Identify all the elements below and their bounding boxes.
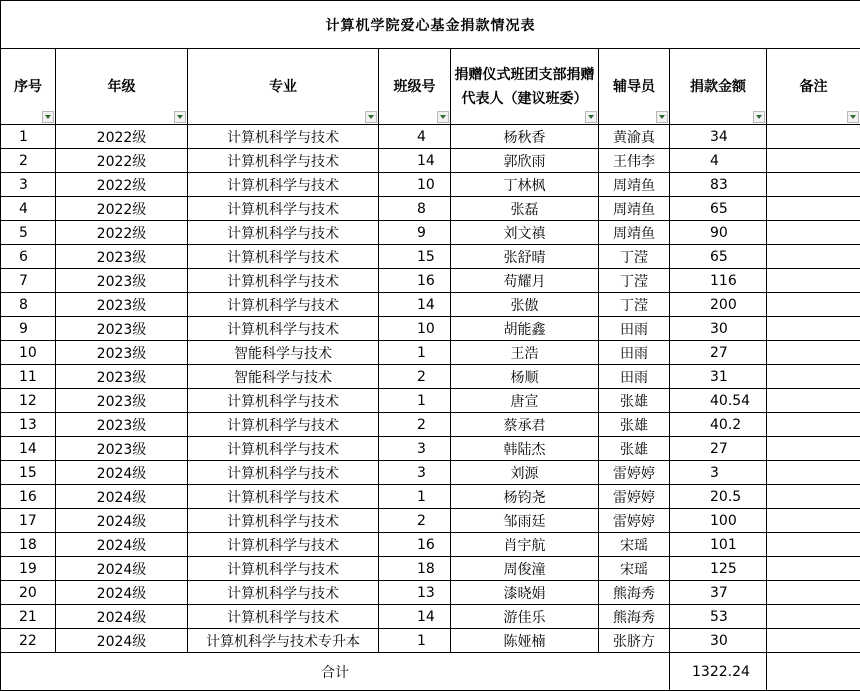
cell-rep[interactable]: 张磊 bbox=[451, 197, 599, 221]
table-row bbox=[1, 437, 860, 461]
cell-counselor[interactable]: 雷婷婷 bbox=[599, 461, 670, 485]
cell-major[interactable]: 计算机科学与技术 bbox=[188, 485, 379, 509]
cell-note[interactable] bbox=[767, 509, 860, 533]
cell-amount[interactable]: 31 bbox=[670, 365, 767, 389]
cell-note[interactable] bbox=[767, 317, 860, 341]
cell-rep[interactable]: 王浩 bbox=[451, 341, 599, 365]
cell-note[interactable] bbox=[767, 533, 860, 557]
cell-rep[interactable]: 陈娅楠 bbox=[451, 629, 599, 653]
cell-major[interactable]: 计算机科学与技术 bbox=[188, 173, 379, 197]
cell-major[interactable]: 计算机科学与技术 bbox=[188, 461, 379, 485]
table-row bbox=[1, 149, 860, 173]
cell-seq[interactable]: 18 bbox=[1, 533, 56, 557]
cell-counselor[interactable]: 张雄 bbox=[599, 437, 670, 461]
header-rep bbox=[451, 49, 599, 125]
cell-grade[interactable]: 2024级 bbox=[56, 629, 188, 653]
cell-seq[interactable]: 7 bbox=[1, 269, 56, 293]
cell-major[interactable]: 计算机科学与技术 bbox=[188, 293, 379, 317]
cell-note[interactable] bbox=[767, 557, 860, 581]
cell-seq[interactable]: 19 bbox=[1, 557, 56, 581]
cell-grade[interactable]: 2023级 bbox=[56, 317, 188, 341]
cell-rep[interactable]: 刘文禛 bbox=[451, 221, 599, 245]
cell-counselor[interactable]: 丁滢 bbox=[599, 293, 670, 317]
cell-note[interactable] bbox=[767, 485, 860, 509]
cell-class-no[interactable]: 10 bbox=[379, 173, 451, 197]
cell-grade[interactable]: 2023级 bbox=[56, 245, 188, 269]
cell-note[interactable] bbox=[767, 269, 860, 293]
header-seq-label: 序号 bbox=[14, 79, 42, 95]
cell-note[interactable] bbox=[767, 221, 860, 245]
cell-grade[interactable]: 2023级 bbox=[56, 269, 188, 293]
table-row bbox=[1, 197, 860, 221]
cell-grade[interactable]: 2023级 bbox=[56, 389, 188, 413]
cell-note[interactable] bbox=[767, 197, 860, 221]
cell-major[interactable]: 智能科学与技术 bbox=[188, 341, 379, 365]
cell-major[interactable]: 计算机科学与技术 bbox=[188, 269, 379, 293]
header-major-label: 专业 bbox=[269, 79, 297, 95]
cell-note[interactable] bbox=[767, 605, 860, 629]
cell-counselor[interactable]: 雷婷婷 bbox=[599, 509, 670, 533]
cell-seq[interactable]: 4 bbox=[1, 197, 56, 221]
cell-counselor[interactable]: 张脐方 bbox=[599, 629, 670, 653]
cell-major[interactable]: 计算机科学与技术 bbox=[188, 509, 379, 533]
cell-note[interactable] bbox=[767, 245, 860, 269]
table-row bbox=[1, 629, 860, 653]
cell-counselor[interactable]: 黄渝真 bbox=[599, 125, 670, 149]
cell-grade[interactable]: 2022级 bbox=[56, 125, 188, 149]
cell-seq[interactable]: 6 bbox=[1, 245, 56, 269]
cell-amount[interactable]: 30 bbox=[670, 317, 767, 341]
cell-counselor[interactable]: 熊海秀 bbox=[599, 605, 670, 629]
filter-dropdown-icon[interactable] bbox=[753, 111, 765, 123]
cell-class-no[interactable]: 4 bbox=[379, 125, 451, 149]
cell-class-no[interactable]: 9 bbox=[379, 221, 451, 245]
cell-note[interactable] bbox=[767, 629, 860, 653]
cell-rep[interactable]: 杨顺 bbox=[451, 365, 599, 389]
cell-major[interactable]: 计算机科学与技术 bbox=[188, 437, 379, 461]
cell-grade[interactable]: 2024级 bbox=[56, 605, 188, 629]
cell-amount[interactable]: 53 bbox=[670, 605, 767, 629]
header-counselor-label: 辅导员 bbox=[613, 79, 655, 95]
cell-grade[interactable]: 2024级 bbox=[56, 461, 188, 485]
table-row bbox=[1, 317, 860, 341]
header-amount bbox=[670, 49, 767, 125]
total-note[interactable] bbox=[767, 653, 860, 691]
cell-note[interactable] bbox=[767, 365, 860, 389]
cell-counselor[interactable]: 宋瑶 bbox=[599, 557, 670, 581]
header-major bbox=[188, 49, 379, 125]
cell-counselor[interactable]: 田雨 bbox=[599, 365, 670, 389]
table-row bbox=[1, 389, 860, 413]
header-seq bbox=[1, 49, 56, 125]
cell-class-no[interactable]: 2 bbox=[379, 509, 451, 533]
cell-grade[interactable]: 2023级 bbox=[56, 293, 188, 317]
cell-grade[interactable]: 2024级 bbox=[56, 533, 188, 557]
cell-major[interactable]: 计算机科学与技术 bbox=[188, 581, 379, 605]
cell-class-no[interactable]: 18 bbox=[379, 557, 451, 581]
cell-grade[interactable]: 2024级 bbox=[56, 557, 188, 581]
cell-class-no[interactable]: 16 bbox=[379, 533, 451, 557]
cell-counselor[interactable]: 丁滢 bbox=[599, 269, 670, 293]
cell-major[interactable]: 计算机科学与技术 bbox=[188, 533, 379, 557]
table-row bbox=[1, 269, 860, 293]
cell-seq[interactable]: 16 bbox=[1, 485, 56, 509]
cell-class-no[interactable]: 14 bbox=[379, 149, 451, 173]
table-row bbox=[1, 413, 860, 437]
cell-seq[interactable]: 20 bbox=[1, 581, 56, 605]
cell-grade[interactable]: 2023级 bbox=[56, 437, 188, 461]
cell-seq[interactable]: 21 bbox=[1, 605, 56, 629]
header-row bbox=[1, 49, 860, 125]
cell-seq[interactable]: 1 bbox=[1, 125, 56, 149]
cell-rep[interactable]: 郭欣雨 bbox=[451, 149, 599, 173]
cell-seq[interactable]: 8 bbox=[1, 293, 56, 317]
filter-dropdown-icon[interactable] bbox=[847, 111, 859, 123]
cell-rep[interactable]: 张傲 bbox=[451, 293, 599, 317]
cell-rep[interactable]: 刘源 bbox=[451, 461, 599, 485]
cell-note[interactable] bbox=[767, 581, 860, 605]
cell-rep[interactable]: 韩陆杰 bbox=[451, 437, 599, 461]
cell-major[interactable]: 计算机科学与技术 bbox=[188, 221, 379, 245]
table-row bbox=[1, 509, 860, 533]
cell-major[interactable]: 计算机科学与技术 bbox=[188, 245, 379, 269]
cell-seq[interactable]: 3 bbox=[1, 173, 56, 197]
header-grade bbox=[56, 49, 188, 125]
cell-class-no[interactable]: 2 bbox=[379, 365, 451, 389]
cell-amount[interactable]: 20.5 bbox=[670, 485, 767, 509]
cell-note[interactable] bbox=[767, 389, 860, 413]
header-rep-label: 捐赠仪式班团支部捐赠代表人（建议班委） bbox=[455, 67, 595, 107]
cell-seq[interactable]: 13 bbox=[1, 413, 56, 437]
header-amount-label: 捐款金额 bbox=[690, 79, 746, 95]
header-grade-label: 年级 bbox=[108, 79, 136, 95]
cell-seq[interactable]: 12 bbox=[1, 389, 56, 413]
cell-grade[interactable]: 2023级 bbox=[56, 413, 188, 437]
filter-dropdown-icon[interactable] bbox=[656, 111, 668, 123]
header-note bbox=[767, 49, 860, 125]
cell-amount[interactable]: 100 bbox=[670, 509, 767, 533]
cell-class-no[interactable]: 1 bbox=[379, 485, 451, 509]
cell-grade[interactable]: 2024级 bbox=[56, 509, 188, 533]
cell-rep[interactable]: 杨钧尧 bbox=[451, 485, 599, 509]
cell-counselor[interactable]: 周靖鱼 bbox=[599, 173, 670, 197]
table-row bbox=[1, 557, 860, 581]
table-row bbox=[1, 461, 860, 485]
cell-rep[interactable]: 杨秋香 bbox=[451, 125, 599, 149]
filter-dropdown-icon[interactable] bbox=[437, 111, 449, 123]
header-class-no-label: 班级号 bbox=[394, 79, 436, 95]
cell-seq[interactable]: 2 bbox=[1, 149, 56, 173]
cell-grade[interactable]: 2022级 bbox=[56, 197, 188, 221]
header-note-label: 备注 bbox=[800, 79, 828, 95]
cell-grade[interactable]: 2024级 bbox=[56, 485, 188, 509]
cell-major[interactable]: 计算机科学与技术 bbox=[188, 389, 379, 413]
table-row bbox=[1, 365, 860, 389]
cell-rep[interactable]: 苟耀月 bbox=[451, 269, 599, 293]
cell-major[interactable]: 计算机科学与技术 bbox=[188, 197, 379, 221]
cell-amount[interactable]: 65 bbox=[670, 197, 767, 221]
cell-amount[interactable]: 30 bbox=[670, 629, 767, 653]
cell-seq[interactable]: 5 bbox=[1, 221, 56, 245]
table-row bbox=[1, 485, 860, 509]
total-amount[interactable]: 1322.24 bbox=[670, 653, 767, 691]
cell-grade[interactable]: 2022级 bbox=[56, 149, 188, 173]
cell-rep[interactable]: 游佳乐 bbox=[451, 605, 599, 629]
cell-class-no[interactable]: 1 bbox=[379, 389, 451, 413]
cell-class-no[interactable]: 15 bbox=[379, 245, 451, 269]
cell-grade[interactable]: 2023级 bbox=[56, 365, 188, 389]
cell-rep[interactable]: 蔡承君 bbox=[451, 413, 599, 437]
cell-amount[interactable]: 4 bbox=[670, 149, 767, 173]
cell-note[interactable] bbox=[767, 293, 860, 317]
cell-amount[interactable]: 83 bbox=[670, 173, 767, 197]
total-row bbox=[1, 653, 860, 691]
cell-class-no[interactable]: 10 bbox=[379, 317, 451, 341]
cell-seq[interactable]: 14 bbox=[1, 437, 56, 461]
cell-rep[interactable]: 张舒晴 bbox=[451, 245, 599, 269]
cell-counselor[interactable]: 田雨 bbox=[599, 341, 670, 365]
cell-class-no[interactable]: 14 bbox=[379, 293, 451, 317]
filter-dropdown-icon[interactable] bbox=[585, 111, 597, 123]
cell-major[interactable]: 计算机科学与技术 bbox=[188, 317, 379, 341]
cell-amount[interactable]: 116 bbox=[670, 269, 767, 293]
cell-note[interactable] bbox=[767, 173, 860, 197]
cell-amount[interactable]: 40.54 bbox=[670, 389, 767, 413]
header-counselor bbox=[599, 49, 670, 125]
cell-counselor[interactable]: 宋瑶 bbox=[599, 533, 670, 557]
cell-rep[interactable]: 肖宇航 bbox=[451, 533, 599, 557]
filter-dropdown-icon[interactable] bbox=[365, 111, 377, 123]
cell-seq[interactable]: 22 bbox=[1, 629, 56, 653]
cell-counselor[interactable]: 熊海秀 bbox=[599, 581, 670, 605]
cell-class-no[interactable]: 13 bbox=[379, 581, 451, 605]
cell-seq[interactable]: 9 bbox=[1, 317, 56, 341]
table-row bbox=[1, 581, 860, 605]
cell-note[interactable] bbox=[767, 149, 860, 173]
cell-counselor[interactable]: 周靖鱼 bbox=[599, 221, 670, 245]
cell-class-no[interactable]: 1 bbox=[379, 341, 451, 365]
cell-rep[interactable]: 胡能鑫 bbox=[451, 317, 599, 341]
cell-class-no[interactable]: 3 bbox=[379, 437, 451, 461]
cell-amount[interactable]: 125 bbox=[670, 557, 767, 581]
cell-major[interactable]: 计算机科学与技术 bbox=[188, 125, 379, 149]
cell-amount[interactable]: 27 bbox=[670, 341, 767, 365]
cell-amount[interactable]: 200 bbox=[670, 293, 767, 317]
cell-counselor[interactable]: 王伟李 bbox=[599, 149, 670, 173]
cell-amount[interactable]: 34 bbox=[670, 125, 767, 149]
cell-amount[interactable]: 37 bbox=[670, 581, 767, 605]
cell-seq[interactable]: 17 bbox=[1, 509, 56, 533]
table-title: 计算机学院爱心基金捐款情况表 bbox=[1, 1, 860, 49]
cell-class-no[interactable]: 1 bbox=[379, 629, 451, 653]
table-row bbox=[1, 173, 860, 197]
table-row bbox=[1, 605, 860, 629]
cell-amount[interactable]: 40.2 bbox=[670, 413, 767, 437]
cell-note[interactable] bbox=[767, 437, 860, 461]
cell-counselor[interactable]: 丁滢 bbox=[599, 245, 670, 269]
cell-grade[interactable]: 2024级 bbox=[56, 581, 188, 605]
cell-major[interactable]: 智能科学与技术 bbox=[188, 365, 379, 389]
cell-major[interactable]: 计算机科学与技术 bbox=[188, 413, 379, 437]
cell-grade[interactable]: 2022级 bbox=[56, 221, 188, 245]
cell-rep[interactable]: 丁林枫 bbox=[451, 173, 599, 197]
cell-class-no[interactable]: 14 bbox=[379, 605, 451, 629]
filter-dropdown-icon[interactable] bbox=[42, 111, 54, 123]
cell-seq[interactable]: 15 bbox=[1, 461, 56, 485]
cell-major[interactable]: 计算机科学与技术专升本 bbox=[188, 629, 379, 653]
table-row bbox=[1, 125, 860, 149]
cell-amount[interactable]: 90 bbox=[670, 221, 767, 245]
cell-rep[interactable]: 邹雨廷 bbox=[451, 509, 599, 533]
cell-amount[interactable]: 27 bbox=[670, 437, 767, 461]
table-row bbox=[1, 533, 860, 557]
cell-note[interactable] bbox=[767, 341, 860, 365]
table-row bbox=[1, 293, 860, 317]
header-class-no bbox=[379, 49, 451, 125]
cell-counselor[interactable]: 周靖鱼 bbox=[599, 197, 670, 221]
cell-class-no[interactable]: 16 bbox=[379, 269, 451, 293]
cell-counselor[interactable]: 张雄 bbox=[599, 389, 670, 413]
filter-dropdown-icon[interactable] bbox=[174, 111, 186, 123]
cell-amount[interactable]: 101 bbox=[670, 533, 767, 557]
cell-grade[interactable]: 2023级 bbox=[56, 341, 188, 365]
cell-rep[interactable]: 漆晓娟 bbox=[451, 581, 599, 605]
cell-counselor[interactable]: 雷婷婷 bbox=[599, 485, 670, 509]
table-row bbox=[1, 341, 860, 365]
cell-seq[interactable]: 11 bbox=[1, 365, 56, 389]
cell-major[interactable]: 计算机科学与技术 bbox=[188, 149, 379, 173]
cell-counselor[interactable]: 田雨 bbox=[599, 317, 670, 341]
cell-note[interactable] bbox=[767, 461, 860, 485]
table-row bbox=[1, 221, 860, 245]
cell-rep[interactable]: 周俊潼 bbox=[451, 557, 599, 581]
table-row bbox=[1, 245, 860, 269]
cell-amount[interactable]: 65 bbox=[670, 245, 767, 269]
cell-note[interactable] bbox=[767, 413, 860, 437]
cell-seq[interactable]: 10 bbox=[1, 341, 56, 365]
total-label[interactable]: 合计 bbox=[1, 653, 670, 691]
cell-note[interactable] bbox=[767, 125, 860, 149]
cell-major[interactable]: 计算机科学与技术 bbox=[188, 557, 379, 581]
cell-class-no[interactable]: 2 bbox=[379, 413, 451, 437]
cell-grade[interactable]: 2022级 bbox=[56, 173, 188, 197]
cell-major[interactable]: 计算机科学与技术 bbox=[188, 605, 379, 629]
cell-class-no[interactable]: 3 bbox=[379, 461, 451, 485]
cell-amount[interactable]: 3 bbox=[670, 461, 767, 485]
cell-counselor[interactable]: 张雄 bbox=[599, 413, 670, 437]
cell-rep[interactable]: 唐宣 bbox=[451, 389, 599, 413]
cell-class-no[interactable]: 8 bbox=[379, 197, 451, 221]
